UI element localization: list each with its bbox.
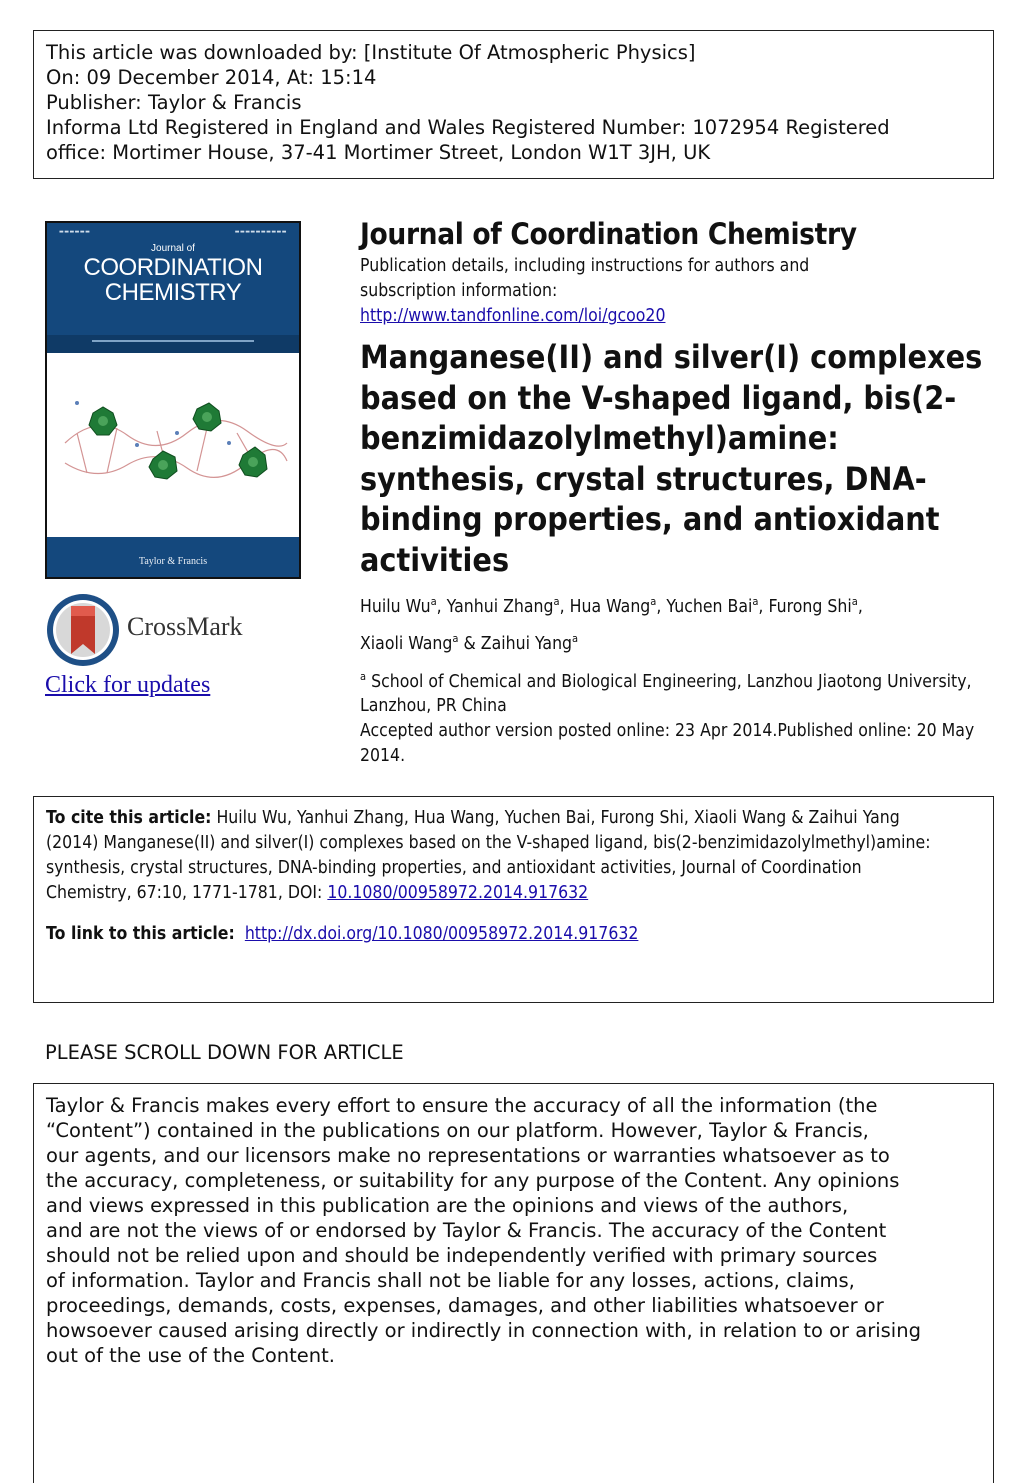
cover-editor-stripe — [47, 335, 299, 353]
disclaimer-line: proceedings, demands, costs, expenses, damages, and other liabilities whatsoever or — [46, 1294, 884, 1317]
download-notice — [33, 30, 994, 179]
disclaimer-line: should not be relied upon and should be independently verified with primary sources — [46, 1244, 878, 1267]
author: Furong Shi$^a$, — [768, 595, 863, 617]
article-header — [360, 214, 1000, 769]
cover-title-line: COORDINATION — [83, 254, 263, 281]
disclaimer-line: out of the use of the Content. — [46, 1344, 335, 1367]
cover-volume: ▬▬▬▬▬▬▬▬▬▬ — [234, 229, 287, 235]
scroll-notice: PLEASE SCROLL DOWN FOR ARTICLE — [45, 1041, 404, 1064]
disclaimer-line: of information. Taylor and Francis shall not be liable for any losses, actions, claims, — [46, 1269, 855, 1292]
article-title: Manganese(II) and silver(I) complexes based on the V-shaped ligand, bis(2-benzimidazolylmethyl)amine: synthesis, crystal structures, DNA-binding properties, and antioxidant activities — [360, 338, 983, 579]
cover-header-band — [47, 223, 299, 335]
affiliation-text: School of Chemical and Biological Engineering, Lanzhou Jiaotong University, Lanzhou, PR China — [360, 671, 972, 717]
journal-title: Journal of Coordination Chemistry — [360, 217, 857, 251]
author: Huilu Wu$^a$, — [360, 595, 447, 617]
disclaimer-line: howsoever caused arising directly or indirectly in connection with, in relation to or arising — [46, 1319, 921, 1342]
author-list — [360, 586, 990, 660]
author: Yanhui Zhang$^a$, — [446, 595, 570, 617]
notice-line: office: Mortimer House, 37-41 Mortimer Street, London W1T 3JH, UK — [46, 141, 711, 164]
affiliation-marker: a — [360, 669, 367, 683]
cover-title — [47, 255, 299, 305]
cite-text: Huilu Wu, Yanhui Zhang, Hua Wang, Yuchen Bai, Furong Shi, Xiaoli Wang & Zaihui Yang (2014) Manganese(II) and silver(I) complexes based on the V-shaped ligand, bis(2-benzimidazolylmethyl)amine: synthesis, crystal structures, DNA-binding properties, and antioxidant activities, Journal of Coordination Chemistry, 67:10, 1771-1781, DOI: — [46, 808, 931, 903]
disclaimer-box — [33, 1083, 994, 1483]
click-for-updates-link[interactable]: Click for updates — [45, 672, 211, 698]
crystal-structure-illustration — [57, 373, 293, 533]
affiliation — [360, 664, 990, 720]
notice-line: This article was downloaded by: [Institute Of Atmospheric Physics] — [46, 41, 696, 64]
article-link-line — [46, 922, 946, 947]
author: Hua Wang$^a$, — [569, 595, 667, 617]
doi-link[interactable]: 10.1080/00958972.2014.917632 — [327, 883, 589, 903]
crossmark-label: CrossMark — [127, 612, 243, 641]
notice-line: Informa Ltd Registered in England and Wales Registered Number: 1072954 Registered — [46, 116, 890, 139]
citation-box — [33, 796, 994, 1003]
article-doi-url-link[interactable]: http://dx.doi.org/10.1080/00958972.2014.917632 — [244, 924, 639, 944]
crossmark-badge[interactable] — [45, 592, 305, 702]
author: Yuchen Bai$^a$, — [666, 595, 769, 617]
crossmark-icon — [45, 592, 121, 668]
cite-label: To cite this article: — [46, 808, 212, 828]
disclaimer-line: the accuracy, completeness, or suitability for any purpose of the Content. Any opinions — [46, 1169, 900, 1192]
cover-journal-of: Journal of — [151, 243, 195, 254]
disclaimer-line: and views expressed in this publication are the opinions and views of the authors, — [46, 1194, 849, 1217]
disclaimer-line: “Content”) contained in the publications on our platform. However, Taylor & Francis, — [46, 1119, 869, 1142]
notice-line: On: 09 December 2014, At: 15:14 — [46, 66, 377, 89]
disclaimer-line: Taylor & Francis makes every effort to ensure the accuracy of all the information (the — [46, 1094, 878, 1117]
author: Zaihui Yang$^a$ — [480, 631, 579, 654]
cover-issn: ▬▬▬▬▬▬ — [59, 229, 91, 235]
publication-details: Publication details, including instructions for authors and — [360, 256, 810, 276]
link-label: To link to this article: — [46, 924, 235, 944]
cover-publisher-logo: Taylor & Francis — [138, 556, 208, 567]
disclaimer-line: and are not the views of or endorsed by Taylor & Francis. The accuracy of the Content — [46, 1219, 887, 1242]
journal-url-link[interactable]: http://www.tandfonline.com/loi/gcoo20 — [360, 306, 666, 326]
notice-line: Publisher: Taylor & Francis — [46, 91, 302, 114]
journal-cover-image — [45, 221, 301, 579]
cover-footer-band — [47, 537, 299, 577]
publication-details: subscription information: — [360, 281, 558, 301]
cover-title-line: CHEMISTRY — [104, 279, 242, 306]
publication-dates: Accepted author version posted online: 23 Apr 2014.Published online: 20 May 2014. — [360, 721, 975, 767]
disclaimer-line: our agents, and our licensors make no representations or warranties whatsoever as to — [46, 1144, 890, 1167]
author: Xiaoli Wang$^a$ & — [360, 631, 481, 654]
cite-paragraph — [46, 806, 946, 906]
